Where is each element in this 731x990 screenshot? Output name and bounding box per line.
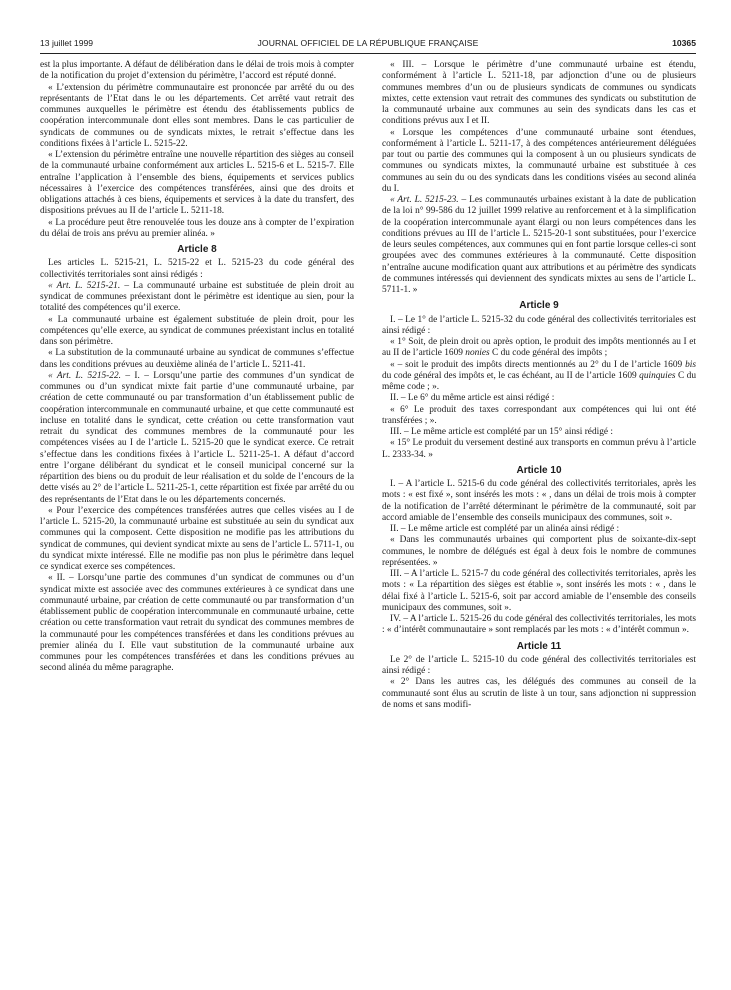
right-column bbox=[382, 60, 696, 711]
paragraph: « II. – Lorsqu’une partie des communes d’un syndicat de communes ou d’un syndicat mixte est associée avec des communes extérieures à ce syndicat dans une communauté urbaine, par création de cette communauté ou par transformation d’un établissement public de coopération intercommunale en communauté urbaine, cette création ou cette transformation vaut retrait du syndicat des communes membres de la communauté pour les compétences transférées et dans les conditions prévues au premier alinéa du I. Elle vaut substitution de la communauté urbaine aux communes pour les compétences transférées et dans les conditions prévues au second alinéa du même paragraphe. bbox=[40, 573, 354, 674]
page-header bbox=[40, 38, 696, 52]
paragraph: Les articles L. 5215-21, L. 5215-22 et L. 5215-23 du code général des collectivités territoriales sont ainsi rédigés : bbox=[40, 258, 354, 280]
article-reference: « Art. L. 5215-21. bbox=[48, 280, 121, 291]
paragraph: I. – A l’article L. 5215-6 du code général des collectivités territoriales, après les mots : « est fixé », sont insérés les mots : « , dans un délai de trois mois à compter de la notification de l’arrêté déterminant le périmètre de la communauté, soit par accord amiable de l’ensemble des conseils municipaux des communes, soit ». bbox=[382, 479, 696, 523]
paragraph: III. – Le même article est complété par un 15° ainsi rédigé : bbox=[390, 427, 613, 437]
paragraph: « 2° Dans les autres cas, les délégués des communes au conseil de la communauté sont élus au scrutin de liste à un tour, sans adjonction ni suppression de noms et sans modifi- bbox=[382, 677, 696, 710]
paragraph: « Pour l’exercice des compétences transférées autres que celles visées au I de l’article L. 5215-20, la communauté urbaine est substituée au sein du syndicat aux communes qui la composent. Cette disposition ne modifie pas les attributions du syndicat de communes, qui devient syndicat mixte au sens de l’article L. 5711-1, ou du syndicat mixte intéressé. Elle ne modifie pas non plus le périmètre dans lequel ce syndicat exerce ses compétences. bbox=[40, 505, 354, 572]
paragraph: « La substitution de la communauté urbaine au syndicat de communes s’effectue dans les conditions prévues au deuxième alinéa de l’article L. 5211-41. bbox=[40, 348, 354, 370]
header-rule bbox=[40, 53, 696, 54]
italic-term: bis bbox=[685, 359, 696, 370]
paragraph: « Dans les communautés urbaines qui comportent plus de soixante-dix-sept communes, le nombre de délégués est égal à deux fois le nombre de communes représentées. » bbox=[382, 535, 696, 568]
paragraph: II. – Le 6° du même article est ainsi rédigé : bbox=[390, 393, 555, 404]
paragraph-text: – La communauté urbaine est substituée de plein droit au syndicat de communes préexistant dont le périmètre est identique au sien, pour la totalité des compétences qu’il exerce. bbox=[40, 280, 354, 314]
paragraph: I. – Le 1° de l’article L. 5215-32 du code général des collectivités territoriales est ainsi rédigé : bbox=[382, 314, 696, 336]
paragraph-text: « – soit le produit des impôts directs mentionnés au 2° du I de l’article 1609 bbox=[390, 359, 686, 370]
paragraph: « Lorsque les compétences d’une communauté urbaine sont étendues, conformément à l’article L. 5211-17, à des compétences antérieurement déléguées par tout ou partie des communes qui la composent à un ou plusieurs syndicats de communes ou syndicats mixtes, la communauté urbaine est substituée à ces communes au sein du ou des syndicats dans les conditions visées au second alinéa du I. bbox=[382, 127, 696, 194]
paragraph: est la plus importante. A défaut de délibération dans le délai de trois mois à compter de la notification du projet d’extension du périmètre, l’accord est réputé donné. bbox=[40, 60, 354, 82]
paragraph-text: C du même code ; ». bbox=[382, 370, 696, 392]
article-11-heading: Article 11 bbox=[516, 640, 562, 652]
paragraph: « 15° Le produit du versement destiné aux transports en commun prévu à l’article L. 2333-34. » bbox=[382, 438, 696, 460]
paragraph-text: « 1° Soit, de plein droit ou après option, le produit des impôts mentionnés au I et au II de l’article 1609 bbox=[382, 337, 696, 359]
article-9-heading: Article 9 bbox=[519, 300, 559, 312]
journal-title: JOURNAL OFFICIEL DE LA RÉPUBLIQUE FRANÇAISE bbox=[257, 38, 479, 48]
paragraph bbox=[40, 281, 354, 315]
paragraph: « La communauté urbaine est également substituée de plein droit, pour les compétences qu’elle exerce, au syndicat de communes préexistant inclus en totalité dans son périmètre. bbox=[40, 314, 354, 347]
issue-date: 13 juillet 1999 bbox=[40, 38, 94, 48]
article-8-heading: Article 8 bbox=[177, 244, 217, 255]
italic-term: nonies bbox=[465, 348, 490, 359]
paragraph: IV. – A l’article L. 5215-26 du code général des collectivités territoriales, les mots : « d’intérêt communautaire » sont remplacés par les mots : « d’intérêt commun ». bbox=[382, 614, 697, 636]
paragraph: « L’extension du périmètre entraîne une nouvelle répartition des sièges au conseil de la communauté urbaine conformément aux articles L. 5215-6 et L. 5215-7. Elle entraîne l’application à l’ensemble des biens, équipements et services publics nécessaires à l’exercice des compétences transférées, ainsi que des droits et obligations attachés à ces biens, équipements et services à la date du transfert, des dispositions prévues au II de l’article L. 5211-18. bbox=[40, 150, 354, 217]
paragraph-text: – I. – Lorsqu’une partie des communes d’un syndicat de communes ou d’un syndicat mixte fait partie d’une communauté urbaine, par création de cette communauté ou par transformation d’un établissement public de coopération intercommunale en communauté urbaine, et que cette communauté est incluse en totalité dans le syndicat, cette création ou cette transformation vaut retrait du syndicat des communes membres de la communauté pour les compétences visées au I de l’article L. 5215-20 que le syndicat exerce. Ce retrait s’effectue dans les conditions fixées à l’article L. 5211-25-1. A défaut d’accord entre l’organe délibérant du syndicat et le conseil municipal concerné sur la répartition des biens ou du produit de leur réalisation et du solde de l’encours de la dette visés au 2° de l’article L. 5211-25-1, cette répartition est fixée par arrêté du ou des représentants de l’Etat dans le ou les départements concernés. bbox=[40, 370, 354, 505]
italic-term: quinquies bbox=[639, 370, 676, 381]
paragraph: Le 2° de l’article L. 5215-10 du code général des collectivités territoriales est ainsi rédigé : bbox=[382, 654, 696, 676]
paragraph: « III. – Lorsque le périmètre d’une communauté urbaine est étendu, conformément à l’article L. 5211-18, par adjonction d’une ou de plusieurs communes membres d’un ou de plusieurs syndicats de communes ou syndicats mixtes, cette extension vaut retrait des communes des syndicats ou substitution de la communauté urbaine aux communes au sein des syndicats dans les cas et conditions prévus aux I et II. bbox=[382, 60, 696, 127]
paragraph: « 6° Le produit des taxes correspondant aux compétences qui lui ont été transférées ; ». bbox=[382, 404, 696, 426]
paragraph bbox=[382, 195, 696, 296]
paragraph bbox=[382, 337, 696, 360]
paragraph: « La procédure peut être renouvelée tous les douze ans à compter de l’expiration du délai de trois ans prévu au premier alinéa. » bbox=[40, 217, 354, 239]
paragraph-text: du code général des impôts et, le cas échéant, au II de l’article 1609 bbox=[382, 370, 640, 381]
paragraph bbox=[40, 371, 354, 506]
article-reference: « Art. L. 5215-22. bbox=[48, 370, 121, 381]
left-column bbox=[40, 60, 354, 675]
paragraph: II. – Le même article est complété par un alinéa ainsi rédigé : bbox=[390, 524, 620, 534]
paragraph bbox=[382, 360, 696, 394]
paragraph-text: – Les communautés urbaines existant à la date de publication de la loi n° 99-586 du 12 juillet 1999 relative au renforcement et à la simplification de la coopération intercommunale ayant élargi ou non leurs compétences dans les conditions prévues au III de l’article L. 5215-20-1 sont substituées, pour l’exercice de leurs seules compétences, aux communes qui en font partie lorsque celles-ci sont groupées avec des communes extérieures à la communauté. Cette disposition n’entraîne aucune modification quant aux attributions et au périmètre des syndicats de communes intéressés qui deviennent des syndicats mixtes au sens de l’article L. 5711-1. » bbox=[382, 195, 696, 295]
article-10-heading: Article 10 bbox=[516, 464, 562, 476]
paragraph-text: C du code général des impôts ; bbox=[489, 348, 608, 359]
paragraph: III. – A l’article L. 5215-7 du code général des collectivités territoriales, après les mots : « La répartition des sièges est établie », sont insérés les mots : « , dans le délai fixé à l’article L. 5215-6, soit par accord amiable de l’ensemble des conseils municipaux des communes, soit ». bbox=[382, 569, 696, 613]
article-reference: « Art. L. 5215-23. bbox=[390, 195, 459, 205]
page-number: 10365 bbox=[672, 38, 696, 48]
paragraph: « L’extension du périmètre communautaire est prononcée par arrêté du ou des représentants de l’Etat dans le ou les départements. Cet arrêté vaut retrait des communes auxquelles le périmètre est étendu des établissements publics de coopération intercommunale dont elles sont membres. Dans le cas particulier de syndicats de communes ou de syndicats mixtes, le retrait s’effectue dans les conditions fixées à l’article L. 5215-22. bbox=[40, 82, 354, 149]
